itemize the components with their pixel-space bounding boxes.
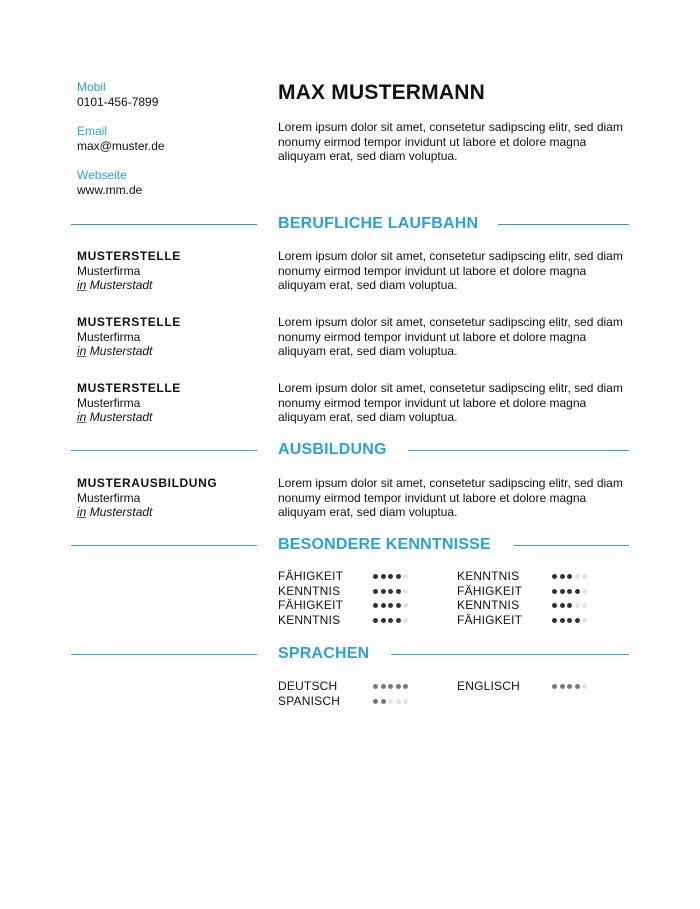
- entry-description: Lorem ipsum dolor sit amet, consetetur sadipscing elitr, sed diam nonumy eirmod tempor invidunt ut labore et dolore magna aliquyam erat, sed diam voluptua.: [278, 381, 623, 424]
- language-name: DEUTSCH: [278, 679, 338, 693]
- entry-company: Musterfirma: [77, 329, 141, 344]
- rating-dot: [381, 589, 386, 594]
- rating-dot: [575, 589, 580, 594]
- rating-dot: [388, 589, 393, 594]
- section-divider-left: [71, 654, 257, 655]
- rating-dot: [373, 603, 378, 608]
- rating-dot: [373, 589, 378, 594]
- entry-position: MUSTERSTELLE: [77, 249, 181, 263]
- rating-dot: [575, 618, 580, 623]
- skill-name: KENNTNIS: [278, 613, 341, 628]
- email-label: Email: [77, 124, 108, 138]
- person-name: MAX MUSTERMANN: [278, 81, 485, 104]
- entry-position: MUSTERAUSBILDUNG: [77, 476, 218, 490]
- entry-description: Lorem ipsum dolor sit amet, consetetur sadipscing elitr, sed diam nonumy eirmod tempor invidunt ut labore et dolore magna aliquyam erat, sed diam voluptua.: [278, 476, 623, 519]
- entry-description: Lorem ipsum dolor sit amet, consetetur sadipscing elitr, sed diam nonumy eirmod tempor invidunt ut labore et dolore magna aliquyam erat, sed diam voluptua.: [278, 249, 623, 292]
- rating-dot: [373, 574, 378, 579]
- section-title-languages: SPRACHEN: [278, 645, 370, 662]
- entry-city: in Musterstadt: [77, 278, 153, 292]
- rating-dot: [552, 603, 557, 608]
- rating-dot: [567, 574, 572, 579]
- rating-dot: [381, 699, 386, 704]
- skill-name: FÄHIGKEIT: [278, 569, 344, 583]
- rating-dot: [552, 684, 557, 689]
- language-name: SPANISCH: [278, 693, 341, 708]
- section-divider-left: [71, 450, 257, 451]
- rating-dot: [403, 618, 408, 623]
- rating-dot: [560, 603, 565, 608]
- rating-dot: [582, 618, 587, 623]
- section-title-skills: BESONDERE KENNTNISSE: [278, 536, 491, 553]
- rating-dot: [403, 699, 408, 704]
- entry-city: in Musterstadt: [77, 410, 153, 424]
- rating-dot: [567, 618, 572, 623]
- section-title-career: BERUFLICHE LAUFBAHN: [278, 215, 479, 232]
- rating-dot: [567, 603, 572, 608]
- rating-dot: [388, 603, 393, 608]
- entry-position: MUSTERSTELLE: [77, 381, 181, 395]
- entry-city: in Musterstadt: [77, 505, 153, 519]
- rating-dot: [396, 589, 401, 594]
- rating-dot: [373, 684, 378, 689]
- skill-row: [278, 584, 628, 599]
- skill-name: KENNTNIS: [457, 598, 520, 613]
- web-label: Webseite: [77, 168, 127, 182]
- rating-dot: [396, 618, 401, 623]
- rating-dot: [381, 618, 386, 623]
- rating-dot: [381, 603, 386, 608]
- rating-dot: [582, 574, 587, 579]
- rating-dot: [575, 603, 580, 608]
- languages-grid: [278, 679, 628, 708]
- rating-dot: [552, 589, 557, 594]
- entry-description: Lorem ipsum dolor sit amet, consetetur sadipscing elitr, sed diam nonumy eirmod tempor invidunt ut labore et dolore magna aliquyam erat, sed diam voluptua.: [278, 315, 623, 358]
- skill-row: [278, 569, 628, 584]
- rating-dot: [403, 589, 408, 594]
- rating-dot: [575, 574, 580, 579]
- entry-city: in Musterstadt: [77, 344, 153, 358]
- skill-name: FÄHIGKEIT: [457, 613, 523, 628]
- section-title-education: AUSBILDUNG: [278, 441, 387, 458]
- rating-dot: [396, 699, 401, 704]
- rating-dot: [552, 618, 557, 623]
- rating-dot: [560, 574, 565, 579]
- entry-company: Musterfirma: [77, 490, 141, 505]
- rating-dot: [388, 699, 393, 704]
- section-divider-right: [408, 450, 629, 451]
- contact-block: [77, 80, 257, 212]
- language-name: ENGLISCH: [457, 679, 520, 693]
- rating-dot: [575, 684, 580, 689]
- section-divider-right: [498, 224, 629, 225]
- rating-dot: [403, 574, 408, 579]
- rating-dot: [560, 684, 565, 689]
- rating-dot: [396, 574, 401, 579]
- rating-dot: [388, 618, 393, 623]
- rating-dot: [567, 684, 572, 689]
- web-value[interactable]: www.mm.de: [77, 183, 143, 197]
- rating-dot: [381, 574, 386, 579]
- skill-name: KENNTNIS: [457, 569, 520, 583]
- entry-company: Musterfirma: [77, 395, 141, 410]
- section-education: [71, 440, 629, 460]
- entry-position: MUSTERSTELLE: [77, 315, 181, 329]
- skill-row: [278, 598, 628, 613]
- phone-value: 0101-456-7899: [77, 95, 159, 109]
- rating-dot: [552, 574, 557, 579]
- email-value[interactable]: max@muster.de: [77, 139, 165, 153]
- section-skills: [71, 535, 629, 555]
- rating-dot: [388, 574, 393, 579]
- section-divider-right: [391, 654, 629, 655]
- section-languages: [71, 644, 629, 664]
- language-row: [278, 679, 628, 694]
- rating-dot: [582, 589, 587, 594]
- rating-dot: [373, 618, 378, 623]
- rating-dot: [403, 603, 408, 608]
- rating-dot: [567, 589, 572, 594]
- section-divider-left: [71, 545, 257, 546]
- rating-dot: [582, 603, 587, 608]
- skill-row: [278, 613, 628, 628]
- skills-grid: [278, 569, 628, 628]
- entry-company: Musterfirma: [77, 263, 141, 278]
- rating-dot: [373, 699, 378, 704]
- section-divider-left: [71, 224, 257, 225]
- language-row: [278, 694, 628, 709]
- rating-dot: [560, 589, 565, 594]
- intro-text: Lorem ipsum dolor sit amet, consetetur sadipscing elitr, sed diam nonumy eirmod tempor invidunt ut labore et dolore magna aliquyam erat, sed diam voluptua.: [278, 120, 623, 163]
- phone-label: Mobil: [77, 80, 106, 94]
- rating-dot: [396, 603, 401, 608]
- rating-dot: [403, 684, 408, 689]
- skill-name: FÄHIGKEIT: [457, 583, 523, 598]
- rating-dot: [560, 618, 565, 623]
- rating-dot: [388, 684, 393, 689]
- skill-name: KENNTNIS: [278, 583, 341, 598]
- skill-name: FÄHIGKEIT: [278, 598, 344, 613]
- section-career: [71, 214, 629, 234]
- rating-dot: [381, 684, 386, 689]
- rating-dot: [396, 684, 401, 689]
- rating-dot: [582, 684, 587, 689]
- section-divider-right: [514, 545, 629, 546]
